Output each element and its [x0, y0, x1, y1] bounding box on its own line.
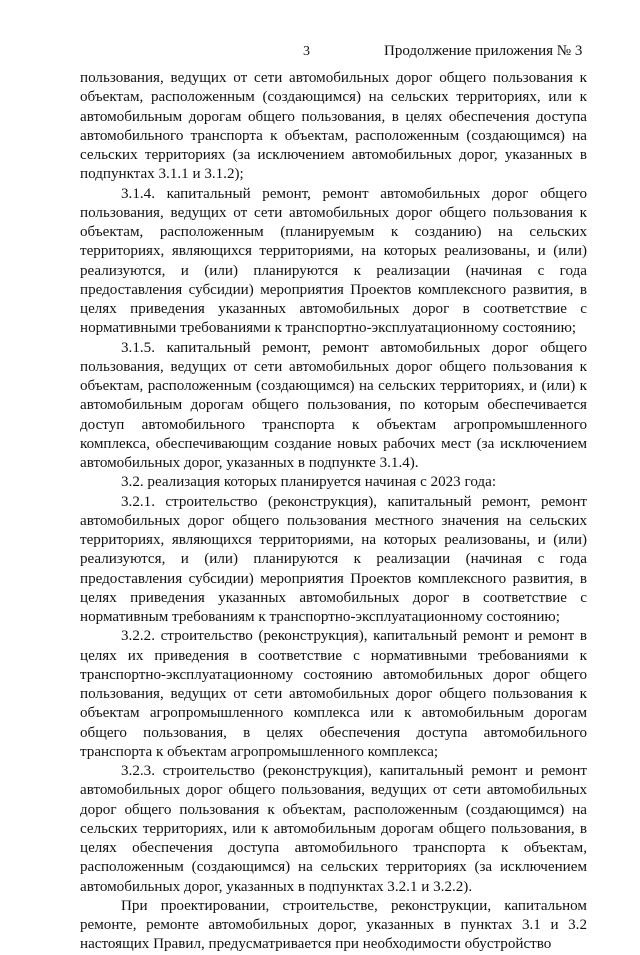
appendix-continuation-header: Продолжение приложения № 3 — [384, 43, 583, 59]
paragraph-3-1-5: 3.1.5. капитальный ремонт, ремонт автомобильных дорог общего пользования, ведущих от сети автомобильных дорог общего пользования к объектам, расположенным (создающимся) на сельских территориях, и (или) к автомобильным дорогам общего пользования, по которым обеспечивается доступ автомобильного транспорта к объектам агропромышленного комплекса, обеспечивающим создание новых рабочих мест (за исключением автомобильных дорог, указанных в подпункте 3.1.4). — [80, 339, 587, 471]
document-body — [80, 69, 587, 955]
paragraph-3-2-1: 3.2.1. строительство (реконструкция), капитальный ремонт, ремонт автомобильных дорог общего пользования местного значения на сельских территориях, являющихся территориями, на которых реализованы, и (или) реализуются, и (или) планируются к реализации (начиная с года предоставления субсидии) мероприятия Проектов комплексного развития, в целях приведения указанных автомобильных дорог в соответствие с нормативным требованиям к транспортно-эксплуатационному состоянию; — [80, 493, 587, 625]
paragraph-design-requirements: При проектировании, строительстве, реконструкции, капитальном ремонте, ремонте автомобильных дорог, указанных в пунктах 3.1 и 3.2 настоящих Правил, предусматривается при необходимости обустройство — [80, 897, 587, 953]
paragraph-3-2-3: 3.2.3. строительство (реконструкция), капитальный ремонт и ремонт автомобильных дорог общего пользования, ведущих от сети автомобильных дорог общего пользования к объектам, расположенным (создающимся) на сельских территориях, или к автомобильным дорогам общего пользования, в целях обеспечения доступа автомобильного транспорта к объектам, расположенным (создающимся) на сельских территориях (за исключением автомобильных дорог, указанных в подпунктах 3.2.1 и 3.2.2). — [80, 763, 587, 895]
paragraph-3-2: 3.2. реализация которых планируется начиная с 2023 года: — [121, 474, 497, 491]
page-number: 3 — [303, 44, 310, 59]
paragraph-continuation: пользования, ведущих от сети автомобильных дорог общего пользования к объектам, расположенным (создающимся) на сельских территориях, или к автомобильным дорогам общего пользования, в целях обеспечения доступа автомобильного транспорта к объектам, расположенным (создающимся) на сельских территориях (за исключением автомобильных дорог, указанных в подпунктах 3.1.1 и 3.1.2); — [80, 70, 587, 183]
paragraph-3-1-4: 3.1.4. капитальный ремонт, ремонт автомобильных дорог общего пользования, ведущих от сети автомобильных дорог общего пользования к объектам, расположенным (планируемым к созданию) на сельских территориях, являющихся территориями, на которых реализованы, и (или) реализуются, и (или) планируются к реализации (начиная с года предоставления субсидии) мероприятия Проектов комплексного развития, в целях приведения указанных автомобильных дорог в соответствие с нормативными требованиями к транспортно-эксплуатационному состоянию; — [80, 185, 587, 337]
paragraph-3-2-2: 3.2.2. строительство (реконструкция), капитальный ремонт и ремонт в целях их приведения в соответствие с нормативными требованиями к транспортно-эксплуатационному состоянию автомобильных дорог общего пользования, ведущих от сети автомобильных дорог общего пользования к объектам агропромышленного комплекса или к автомобильным дорогам общего пользования, в целях обеспечения доступа автомобильного транспорта к объектам агропромышленного комплекса; — [80, 628, 587, 760]
